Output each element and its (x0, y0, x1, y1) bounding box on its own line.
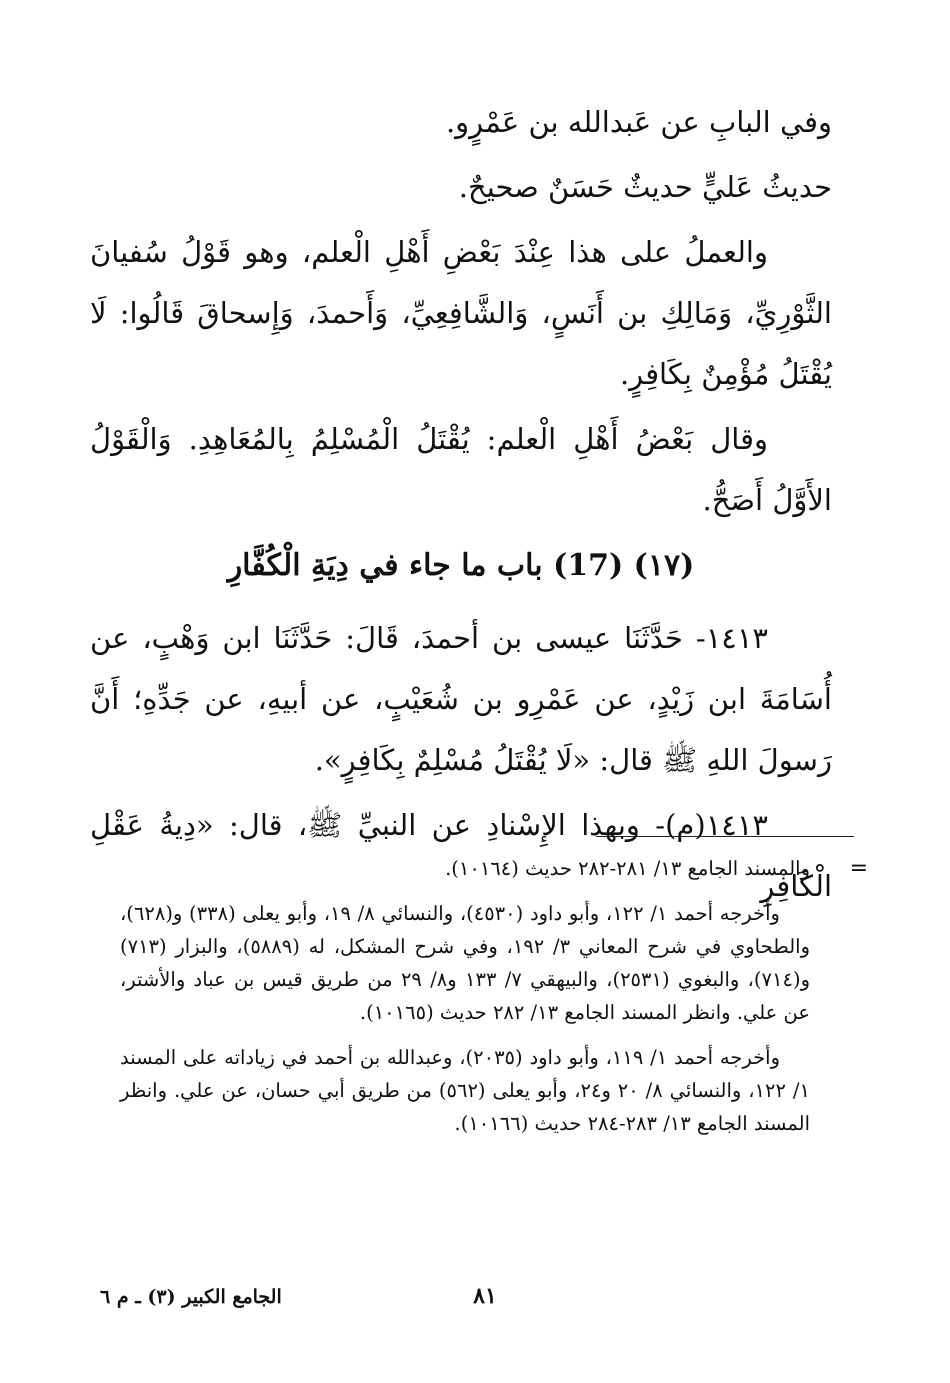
footnotes-block (120, 852, 810, 1152)
footnote-paragraph: وأخرجه أحمد ١/ ١٢٢، وأبو داود (٤٥٣٠)، والنسائي ٨/ ١٩، وأبو يعلى (٣٣٨) و(٦٢٨)، والطحاوي في شرح المعاني ٣/ ١٩٢، وفي شرح المشكل، له (٥٨٨٩)، والبزار (٧١٣) و(٧١٤)، والبغوي (٢٥٣١)، والبيهقي ٧/ ١٣٣ و٨/ ٢٩ من طريق قيس بن عباد والأشتر، عن علي. وانظر المسند الجامع ١٣/ ٢٨٢ حديث (١٠١٦٥). (120, 902, 810, 1024)
page-number: ٨١ (473, 1283, 497, 1309)
running-footer-title: الجامع الكبير (٣) ـ م ٦ (100, 1286, 282, 1308)
footnote-divider (596, 836, 854, 837)
paragraph-chapter-note: وفي البابِ عن عَبدالله بن عَمْرٍو. (445, 105, 832, 139)
hadith-1413m: ١٤١٣(م)- وبهذا الإِسْنادِ عن النبيِّ ﷺ، قال: «دِيةُ عَقْلِ الْكَافِرِ (90, 808, 832, 903)
main-text-block (90, 92, 832, 921)
chapter-heading: (١٧) (17) باب ما جاء في دِيَةِ الْكُفَّارِ (227, 548, 695, 583)
paragraph-hadith-grading: حديثُ عَليٍّ حديثٌ حَسَنٌ صحيحٌ. (458, 170, 832, 204)
footnote-paragraph: وأخرجه أحمد ١/ ١١٩، وأبو داود (٢٠٣٥)، وعبدالله بن أحمد في زياداته على المسند ١/ ١٢٢، والنسائي ٨/ ٢٠ و٢٤، وأبو يعلى (٥٦٢) من طريق أبي حسان، عن علي. وانظر المسند الجامع ١٣/ ٢٨٣-٢٨٤ حديث (١٠١٦٦). (120, 1046, 810, 1135)
hadith-1413: ١٤١٣- حَدَّثَنَا عيسى بن أحمدَ، قَالَ: حَدَّثَنَا ابن وَهْبٍ، عن أُسَامَةَ ابن زَيْدٍ، عن عَمْرِو بن شُعَيْبٍ، عن أبيهِ، عن جَدِّهِ؛ أَنَّ رَسولَ اللهِ ﷺ قال: «لَا يُقْتَلُ مُسْلِمٌ بِكَافِرٍ». (90, 621, 832, 777)
footnote-continuation-mark: = (849, 856, 868, 881)
paragraph-other-opinion: وقال بَعْضُ أَهْلِ الْعلم: يُقْتَلُ الْمُسْلِمُ بِالمُعَاهِدِ. وَالْقَوْلُ الأَوَّلُ أَصَحُّ. (90, 422, 832, 517)
paragraph-scholars-practice: والعملُ على هذا عِنْدَ بَعْضِ أَهْلِ الْعلم، وهو قَوْلُ سُفيانَ الثَّوْرِيِّ، وَمَالِكِ بن أَنَسٍ، وَالشَّافِعِيِّ، وَأَحمدَ، وَإِسحاقَ قَالُوا: لَا يُقْتَلُ مُؤْمِنٌ بِكَافِرٍ. (90, 235, 832, 391)
footnote-paragraph: والمسند الجامع ١٣/ ٢٨١-٢٨٢ حديث (١٠١٦٤). (445, 857, 810, 880)
